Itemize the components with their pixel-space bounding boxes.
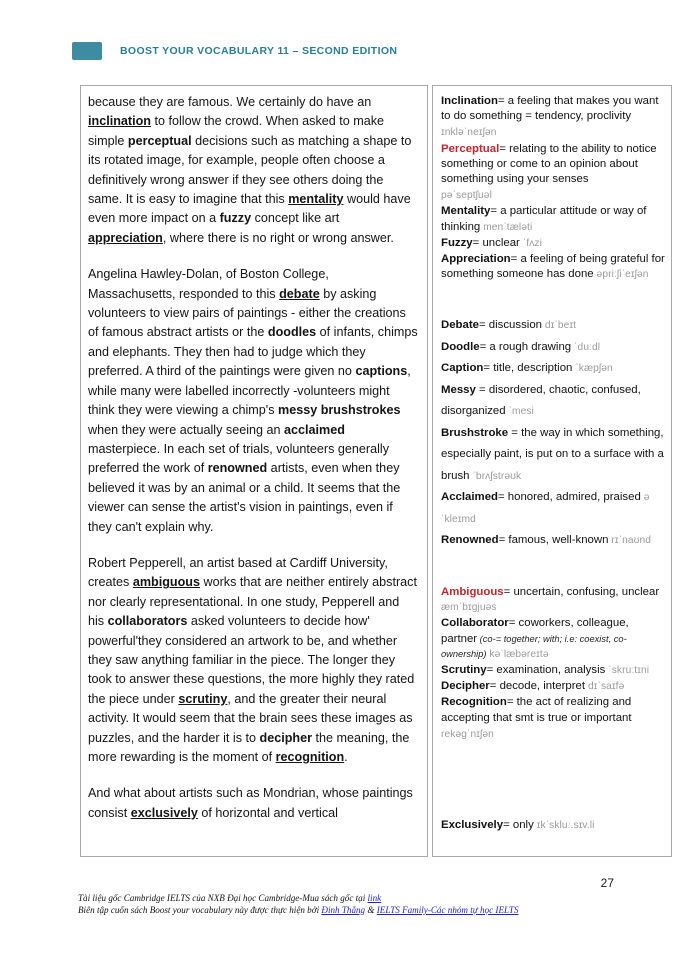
glossary-entry [441, 142, 665, 188]
keyword-bold-underline: ambiguous [132, 575, 200, 590]
glossary-pronunciation: ˈduːdl [571, 341, 601, 353]
glossary-entry [441, 358, 665, 380]
glossary-term: Exclusively [441, 818, 504, 831]
glossary-term: Recognition [441, 696, 507, 709]
passage-run: , where there is no right or wrong answer. [162, 230, 394, 245]
glossary-pronunciation: dɪˈsaɪfə [585, 681, 625, 693]
glossary-definition: = coworkers, colleague, partner [441, 617, 629, 645]
glossary-definition: = a feeling that makes you want to do something = tendency, proclivity [441, 95, 659, 123]
passage-run: of infants, chimps and elephants. They then had to judge which they preferred. A third of the paintings were given no [88, 325, 418, 379]
glossary-pronunciation: ˈfʌzi [519, 237, 542, 249]
glossary-definition: = only [503, 818, 534, 831]
glossary-definition: = honored, admired, praised [497, 491, 641, 504]
glossary-entry [441, 818, 665, 833]
glossary-definition: = discussion [478, 319, 542, 332]
glossary-block [441, 315, 665, 552]
glossary-term: Fuzzy [441, 236, 473, 249]
glossary-entry [441, 663, 665, 678]
glossary-entry [441, 487, 665, 530]
glossary-term: Collaborator [441, 617, 509, 630]
keyword-bold-underline: inclination [88, 114, 151, 129]
footer-source-link[interactable]: link [367, 893, 382, 903]
page-header [0, 38, 700, 64]
glossary-term: Appreciation [441, 253, 511, 266]
glossary-block [441, 94, 665, 282]
passage-run: And what about artists such as Mondrian, whose paintings consist [88, 786, 413, 820]
footer-line-2 [78, 905, 638, 917]
passage-run: , while many were labelled incorrectly -volunteers might think they were viewing a chimp's [88, 364, 411, 418]
glossary-list [441, 94, 665, 833]
glossary-pronunciation: ɪkˈskluː.sɪv.li [533, 819, 595, 831]
glossary-definition: = disordered, chaotic, confused, disorganized [441, 383, 641, 418]
passage-run: Angelina Hawley-Dolan, of Boston College, Massachusetts, responded to this [88, 267, 329, 301]
passage-paragraph [88, 265, 418, 537]
glossary-pronunciation: ˈmesi [505, 406, 534, 418]
glossary-entry [441, 679, 665, 694]
glossary-pronunciation: rekəɡˈnɪʃən [441, 728, 494, 740]
passage-run: the meaning, the more rewarding is the moment of [88, 730, 410, 764]
glossary-pronunciation: æmˈbɪɡjuəs [441, 602, 497, 614]
glossary-definition: = the act of realizing and accepting that smt is true or important [441, 696, 632, 724]
glossary-entry [441, 252, 665, 282]
glossary-pronunciation: ˈskruːtɪni [605, 664, 650, 676]
passage-run: , and the greater their neural activity. It would seem that the brain sees these images as puzzles, and the harder it is to [88, 691, 413, 745]
glossary-pronunciation: menˈtæləti [480, 221, 533, 233]
header-title: BOOST YOUR VOCABULARY 11 – SECOND EDITION [120, 45, 398, 57]
keyword-bold: fuzzy [219, 211, 252, 226]
glossary-term: Scrutiny [441, 663, 487, 676]
glossary-entry [441, 204, 665, 234]
header-logo-mark [72, 42, 102, 60]
glossary-entry [441, 337, 665, 359]
glossary-spacer [441, 568, 665, 585]
passage-run: artists, even when they believed it was by an animal or a child. It seems that the viewer can sense the artist's vision in paintings, even if they can't explain why. [88, 461, 401, 534]
glossary-column [432, 85, 672, 857]
glossary-entry [441, 423, 665, 488]
keyword-bold-underline: scrutiny [178, 691, 228, 706]
keyword-bold: renowned [207, 461, 268, 476]
keyword-bold: acclaimed [284, 422, 345, 437]
keyword-bold-underline: appreciation [88, 230, 163, 245]
footer-editor-link[interactable]: Đinh Thắng [321, 904, 366, 915]
glossary-definition: = a feeling of being grateful for something someone has done [441, 253, 665, 281]
glossary-definition: = relating to the ability to notice something or come to an opinion about something using your senses [441, 142, 657, 186]
passage-run: masterpiece. In each set of trials, volunteers generally preferred the work of [88, 441, 390, 476]
glossary-pronunciation: kəˈlæbəreɪtə [486, 648, 549, 660]
glossary-entry [441, 695, 665, 725]
glossary-term: Renowned [441, 534, 499, 547]
glossary-term: Perceptual [441, 142, 500, 155]
footer-line-1 [78, 893, 638, 905]
glossary-spacer [441, 758, 665, 818]
glossary-definition: = title, description [483, 362, 573, 375]
keyword-bold: collaborators [107, 614, 188, 629]
glossary-pronunciation: ˈbrʌʃstrəʊk [469, 470, 522, 482]
glossary-spacer [441, 298, 665, 315]
glossary-term: Caption [441, 362, 484, 375]
glossary-pronunciation: ɪnkləˈneɪʃən [441, 127, 497, 139]
passage-run: because they are famous. We certainly do have an [88, 95, 372, 109]
glossary-entry [441, 315, 665, 337]
glossary-note: (co-= together; with; i.e: coexist, co-ownership) [441, 633, 627, 659]
keyword-bold: perceptual [127, 133, 192, 148]
glossary-entry [441, 380, 665, 423]
glossary-term: Doodle [441, 340, 480, 353]
glossary-definition: = the way in which something, especially paint, is put on to a surface with a brush [441, 426, 664, 482]
passage-run: works that are neither entirely abstract nor clearly representational. In one study, Pepperell and his [88, 575, 417, 629]
passage-run: would have even more impact on a [88, 192, 411, 226]
keyword-bold: captions [355, 364, 408, 379]
keyword-bold-underline: recognition [275, 750, 345, 764]
keyword-bold: doodles [267, 325, 317, 340]
passage-paragraph [88, 784, 418, 823]
glossary-term: Messy [441, 383, 476, 396]
passage-run: when they were actually seeing an [88, 422, 285, 437]
passage-text [88, 93, 418, 823]
glossary-pronunciation: pəˈseptʃuəl [441, 190, 492, 202]
glossary-pronunciation: dɪˈbeɪt [541, 320, 577, 332]
passage-run: asked volunteers to decide how' powerful'they considered an artwork to be, and whether they saw anything familiar in the piece. The longer they took to answer these questions, the more highly they rated the piece under [88, 614, 415, 706]
glossary-entry [441, 236, 665, 251]
passage-paragraph [88, 93, 418, 248]
passage-run: . [344, 750, 348, 764]
glossary-block [441, 585, 665, 742]
glossary-entry [441, 616, 665, 662]
footer-line-2-text: Biên tập cuốn sách Boost your vocabulary này được thực hiện bởi [78, 904, 322, 915]
passage-run: concept like art [251, 211, 340, 226]
passage-run: to follow the crowd. When asked to make simple [88, 114, 385, 148]
glossary-pronunciation: ˈkæpʃən [572, 363, 613, 375]
footer-line-2-separator: & [365, 904, 377, 915]
glossary-pronunciation: əpriːʃiˈeɪʃən [593, 269, 649, 281]
keyword-bold-underline: mentality [288, 192, 344, 207]
content-table [80, 85, 672, 857]
keyword-bold: messy brushstrokes [278, 403, 401, 418]
passage-paragraph [88, 554, 418, 767]
glossary-definition: = a rough drawing [479, 340, 572, 353]
page-number: 27 [600, 876, 614, 890]
glossary-entry [441, 530, 665, 552]
glossary-definition: = decode, interpret [489, 680, 586, 693]
glossary-definition: = uncertain, confusing, unclear [503, 585, 660, 598]
footer-line-1-text: Tài liệu gốc Cambridge IELTS của NXB Đại học Cambridge-Mua sách gốc tại [78, 893, 368, 903]
keyword-bold-underline: exclusively [130, 805, 198, 820]
glossary-term: Decipher [441, 680, 490, 693]
passage-run: decisions such as matching a shape to its rotated image, for example, people often choose a definitively wrong answer if they see others doing the same. It is easy to imagine that this [88, 133, 412, 207]
glossary-pronunciation: əˈkleɪmd [441, 492, 650, 525]
glossary-definition: = famous, well-known [498, 534, 609, 547]
glossary-definition: = a particular attitude or way of thinking [441, 205, 647, 233]
keyword-bold-underline: debate [279, 286, 320, 301]
footer-community-link[interactable]: IELTS Family-Các nhóm tự học IELTS [376, 904, 519, 915]
glossary-entry [441, 585, 665, 615]
glossary-entry [441, 94, 665, 124]
page-footer [78, 893, 638, 916]
glossary-definition: = examination, analysis [486, 663, 606, 676]
passage-run: by asking volunteers to view pairs of paintings - either the creations of famous abstract artists or the [88, 286, 406, 340]
glossary-term: Mentality [441, 205, 491, 218]
passage-column [80, 85, 428, 857]
keyword-bold: decipher [259, 730, 313, 745]
glossary-block [441, 818, 665, 833]
passage-run: of horizontal and vertical [197, 805, 338, 820]
glossary-term: Ambiguous [441, 585, 504, 598]
glossary-term: Acclaimed [441, 491, 498, 504]
glossary-pronunciation: rɪˈnaʊnd [608, 535, 652, 547]
glossary-definition: = unclear [472, 236, 520, 249]
passage-run: Robert Pepperell, an artist based at Cardiff University, creates [88, 555, 388, 590]
glossary-term: Brushstroke [441, 426, 509, 439]
glossary-term: Inclination [441, 95, 498, 107]
glossary-term: Debate [441, 319, 479, 332]
